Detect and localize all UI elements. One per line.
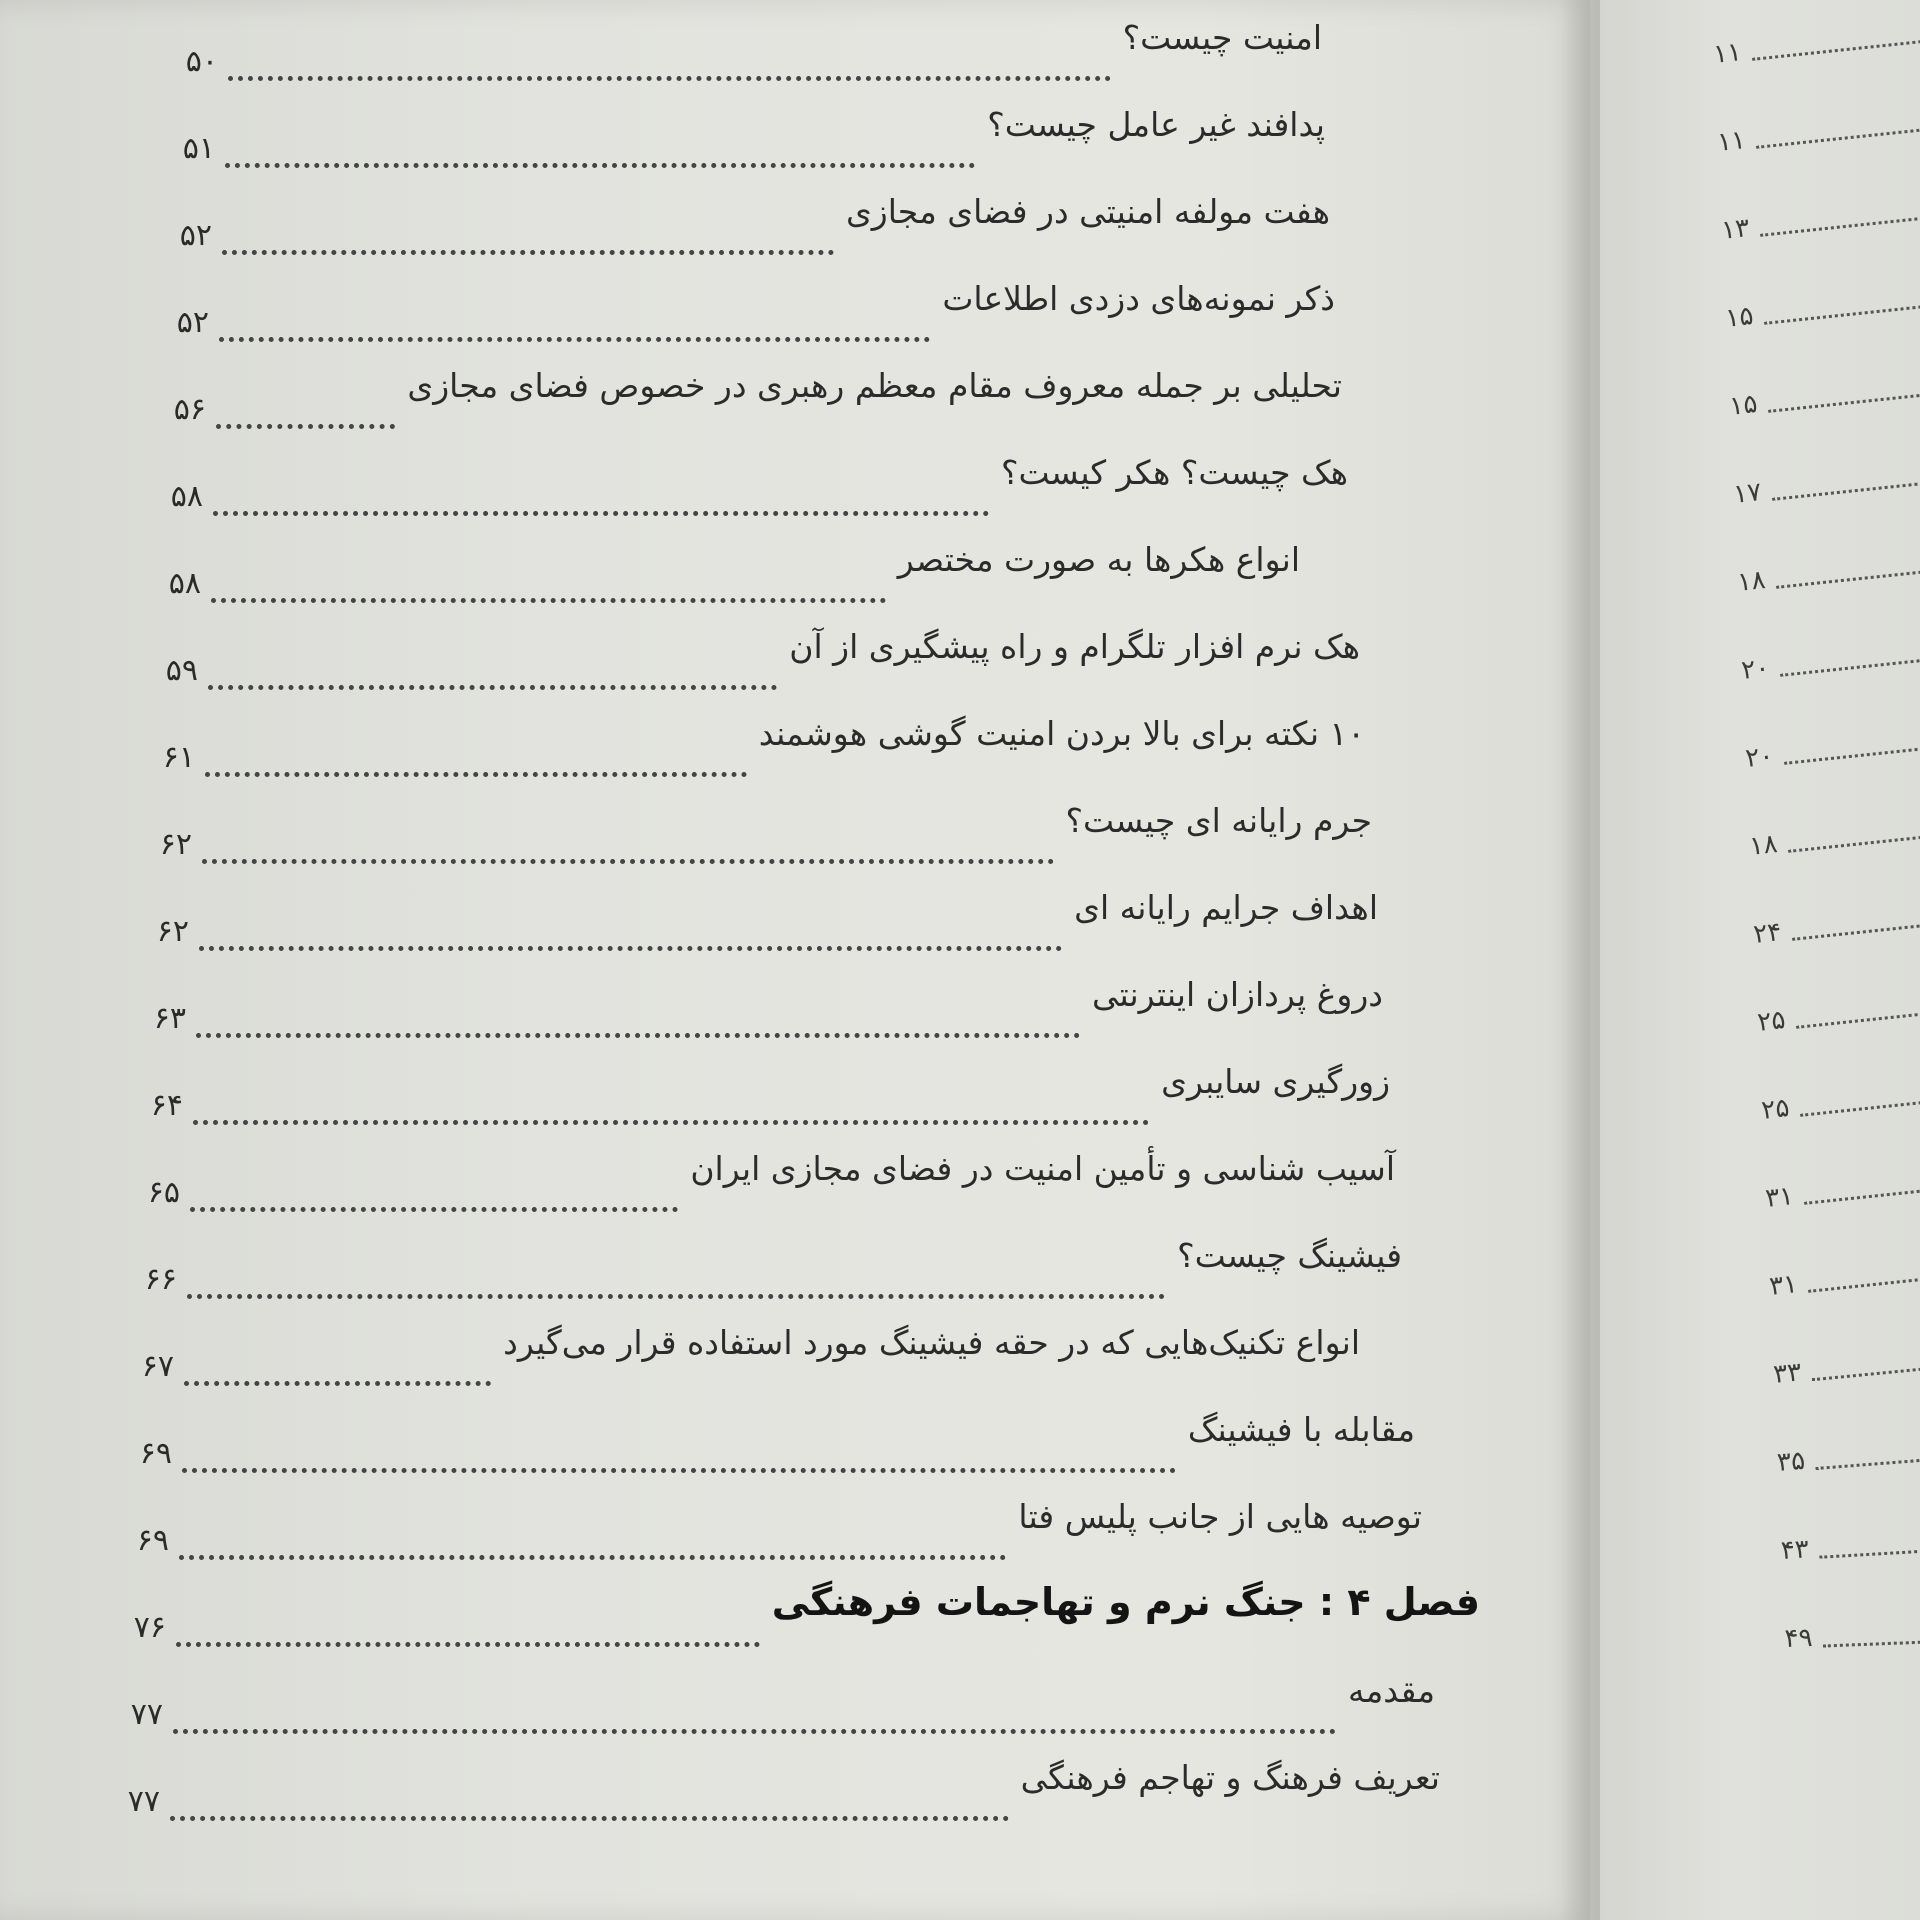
dot-leader <box>179 1555 1006 1560</box>
dot-leader <box>182 1468 1176 1473</box>
toc-entry-page-number: ۷۷ <box>130 1697 163 1732</box>
toc-entry <box>0 1062 1590 1142</box>
toc-entry-page-number: ۶۶ <box>144 1262 177 1297</box>
right-toc-page-number: ۱۸ <box>1748 829 1779 862</box>
right-dot-leader <box>1760 213 1920 237</box>
toc-entry-page-number: ۵۹ <box>165 653 198 688</box>
toc-entry-title: ذکر نمونه‌های دزدی اطلاعات <box>942 279 1335 318</box>
right-toc-page-number: ۱۱ <box>1716 125 1747 158</box>
right-dot-leader <box>1823 1637 1920 1648</box>
toc-entry-page-number: ۵۸ <box>168 566 201 601</box>
toc-entry <box>0 366 1590 446</box>
toc-entry <box>0 1149 1590 1229</box>
right-toc-page-number: ۱۵ <box>1728 389 1759 422</box>
toc-entry-page-number: ۶۴ <box>150 1088 183 1123</box>
dot-leader <box>187 1294 1165 1299</box>
right-toc-page-number: ۴۳ <box>1780 1534 1810 1566</box>
dot-leader <box>184 1381 491 1386</box>
toc-entry-page-number: ۶۳ <box>153 1001 186 1036</box>
right-dot-leader <box>1788 829 1920 853</box>
dot-leader <box>205 772 747 777</box>
right-dot-leader <box>1780 653 1920 677</box>
toc-entry <box>0 714 1590 794</box>
toc-entry-title: انواع هکرها به صورت مختصر <box>897 540 1300 579</box>
toc-entry-title: اهداف جرایم رایانه ای <box>1074 888 1378 927</box>
toc-entry <box>0 18 1590 98</box>
chapter-heading: فصل ۴ : جنگ نرم و تهاجمات فرهنگی <box>771 1580 1480 1624</box>
toc-entry-title: هک چیست؟ هکر کیست؟ <box>1001 453 1348 492</box>
toc-entry-title: آسیب شناسی و تأمین امنیت در فضای مجازی ایران <box>690 1149 1395 1188</box>
toc-entry-page-number: ۶۹ <box>139 1436 172 1471</box>
toc-entry <box>0 540 1590 620</box>
toc-entry <box>0 1580 1590 1664</box>
toc-entry <box>0 192 1590 272</box>
toc-entry-title: هک نرم افزار تلگرام و راه پیشگیری از آن <box>789 627 1360 666</box>
dot-leader <box>228 76 1111 81</box>
right-dot-leader <box>1800 1093 1920 1117</box>
toc-entry <box>0 801 1590 881</box>
dot-leader <box>193 1120 1149 1125</box>
toc-entry-page-number: ۵۸ <box>170 479 203 514</box>
toc-entry-page-number: ۵۶ <box>173 392 206 427</box>
right-toc-page-number: ۱۸ <box>1736 565 1767 598</box>
toc-entry-title: دروغ پردازان اینترنتی <box>1092 975 1383 1014</box>
toc-entry-page-number: ۶۷ <box>141 1349 174 1384</box>
toc-entry <box>0 1410 1590 1490</box>
right-dot-leader <box>1808 1269 1920 1293</box>
toc-entry <box>0 279 1590 359</box>
toc-entry-title: تعریف فرهنگ و تهاجم فرهنگی <box>1020 1758 1440 1797</box>
toc-entry-title: ۱۰ نکته برای بالا بردن امنیت گوشی هوشمند <box>758 714 1365 753</box>
toc-entry-page-number: ۵۱ <box>182 131 215 166</box>
right-page <box>1600 0 1920 1920</box>
right-dot-leader <box>1816 1452 1920 1470</box>
dot-leader <box>211 598 886 603</box>
toc-entry-page-number: ۶۲ <box>156 914 189 949</box>
toc-entry <box>0 453 1590 533</box>
toc-entry <box>0 1236 1590 1316</box>
dot-leader <box>173 1729 1336 1734</box>
right-dot-leader <box>1768 389 1920 413</box>
dot-leader <box>208 685 777 690</box>
toc-entry-page-number: ۶۲ <box>159 827 192 862</box>
right-toc-page-number: ۱۵ <box>1724 301 1755 334</box>
dot-leader <box>196 1033 1080 1038</box>
toc-entry <box>0 1758 1590 1838</box>
toc-entry-title: توصیه هایی از جانب پلیس فتا <box>1018 1497 1422 1536</box>
toc-entry-page-number: ۷۶ <box>133 1610 166 1645</box>
toc-entry-page-number: ۷۷ <box>127 1784 160 1819</box>
dot-leader <box>202 859 1054 864</box>
right-dot-leader <box>1796 1005 1920 1029</box>
right-dot-leader <box>1784 741 1920 765</box>
toc-entry <box>0 1323 1590 1403</box>
right-dot-leader <box>1752 37 1920 61</box>
right-toc-page-number: ۳۵ <box>1776 1445 1807 1478</box>
dot-leader <box>216 424 395 429</box>
right-toc-page-number: ۲۴ <box>1752 917 1783 950</box>
right-toc-page-number: ۲۵ <box>1756 1005 1787 1038</box>
toc-entry-page-number: ۶۱ <box>162 740 195 775</box>
right-toc-page-number: ۱۱ <box>1712 37 1743 70</box>
right-toc-page-number: ۲۰ <box>1744 741 1775 774</box>
toc-entry-title: انواع تکنیک‌هایی که در حقه فیشینگ مورد استفاده قرار می‌گیرد <box>503 1323 1360 1362</box>
toc-entry-page-number: ۶۵ <box>147 1175 180 1210</box>
right-toc-page-number: ۳۱ <box>1768 1269 1799 1302</box>
toc-entry-page-number: ۶۹ <box>136 1523 169 1558</box>
right-toc-page-number: ۲۵ <box>1760 1093 1791 1126</box>
right-toc-page-number: ۳۱ <box>1764 1181 1795 1214</box>
dot-leader <box>225 163 975 168</box>
right-dot-leader <box>1812 1359 1920 1381</box>
dot-leader <box>170 1816 1009 1821</box>
toc-entry <box>0 105 1590 185</box>
right-toc-page-number: ۲۰ <box>1740 653 1771 686</box>
dot-leader <box>213 511 989 516</box>
dot-leader <box>222 250 834 255</box>
toc-entry-title: هفت مولفه امنیتی در فضای مجازی <box>845 192 1330 231</box>
right-toc-page-number: ۱۷ <box>1732 477 1763 510</box>
toc-entry-title: امنیت چیست؟ <box>1122 18 1322 57</box>
right-toc-page-number: ۴۹ <box>1784 1622 1814 1654</box>
toc-entry <box>0 1671 1590 1751</box>
toc-entry <box>0 627 1590 707</box>
toc-entry-title: مقدمه <box>1347 1671 1435 1710</box>
toc-entry <box>0 1497 1590 1577</box>
toc-entry-page-number: ۵۲ <box>179 218 212 253</box>
toc-entry-title: فیشینگ چیست؟ <box>1177 1236 1402 1275</box>
toc-entry-page-number: ۵۰ <box>185 44 218 79</box>
right-dot-leader <box>1764 301 1920 325</box>
toc-entry-title: جرم رایانه ای چیست؟ <box>1065 801 1372 840</box>
dot-leader <box>219 337 930 342</box>
toc-entry-title: تحلیلی بر جمله معروف مقام معظم رهبری در خصوص فضای مجازی <box>407 366 1342 405</box>
right-toc-page-number: ۳۳ <box>1772 1357 1803 1390</box>
right-dot-leader <box>1756 125 1920 149</box>
toc-entry-title: پدافند غیر عامل چیست؟ <box>987 105 1325 144</box>
toc-entry-page-number: ۵۲ <box>176 305 209 340</box>
right-dot-leader <box>1804 1181 1920 1205</box>
dot-leader <box>176 1642 760 1647</box>
right-dot-leader <box>1819 1544 1920 1559</box>
toc-entry <box>0 975 1590 1055</box>
toc-entry-title: مقابله با فیشینگ <box>1187 1410 1415 1449</box>
right-dot-leader <box>1772 477 1920 501</box>
right-dot-leader <box>1776 565 1920 589</box>
dot-leader <box>190 1207 678 1212</box>
right-dot-leader <box>1792 917 1920 941</box>
right-toc-page-number: ۱۳ <box>1720 213 1751 246</box>
toc-entry <box>0 888 1590 968</box>
dot-leader <box>199 946 1062 951</box>
toc-entry-title: زورگیری سایبری <box>1161 1062 1390 1101</box>
